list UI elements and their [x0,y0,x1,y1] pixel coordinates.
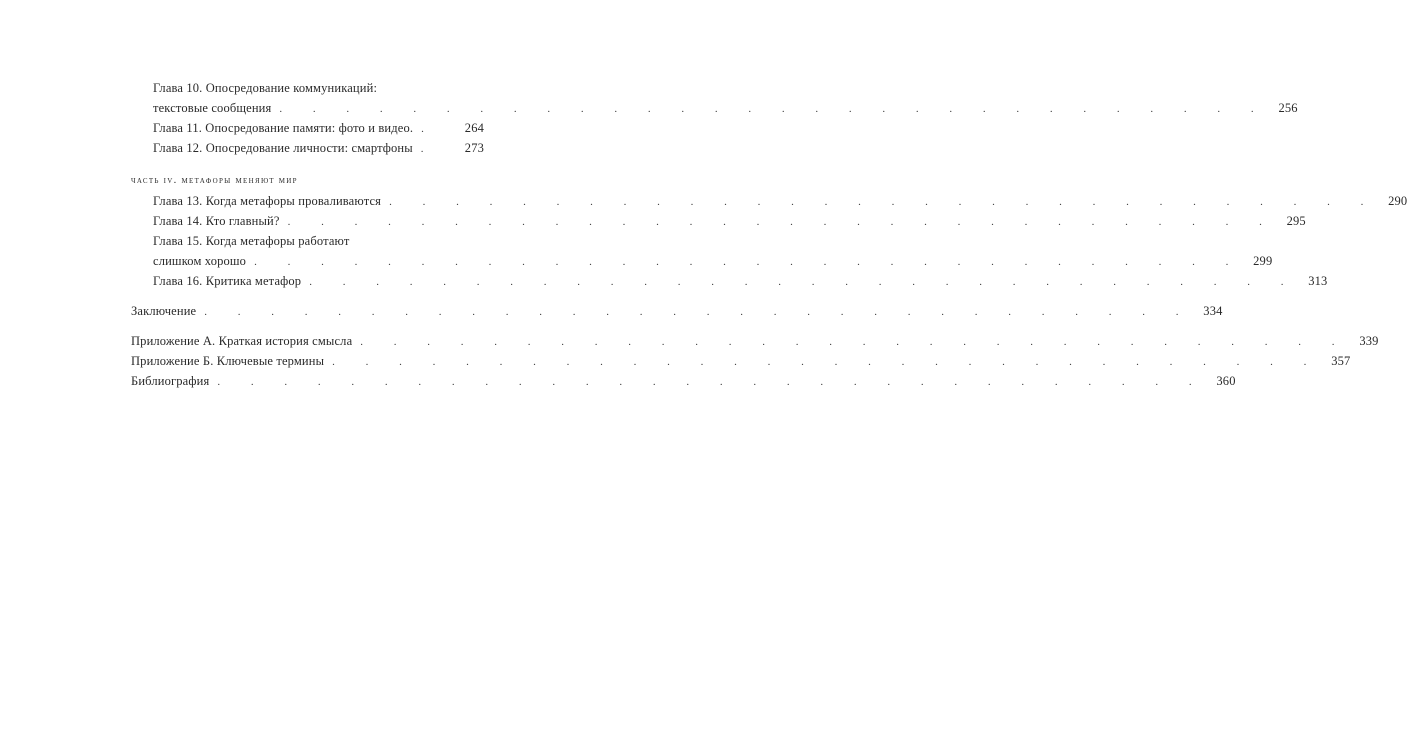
toc-entry-chapter-10-line-2[interactable] [131,98,1298,118]
toc-entry-label: Библиография [131,374,210,388]
toc-entry-label: Приложение Б. Ключевые термины [131,354,325,368]
toc-entry-label: Глава 12. Опосредование личности: смартфоны [153,141,413,155]
dot-leader: . . . . . . . . . . . . . . . . . . . . . . . . . . . . . . [389,196,1378,208]
toc-page-number: 264 [464,121,484,135]
toc-entry-chapter-10-line-1[interactable] [131,78,484,98]
dot-leader: . [420,143,438,155]
toc-entry-label: Глава 16. Критика метафор [153,274,302,288]
toc-entry-label: Заключение [131,304,197,318]
toc-entry-bibliography[interactable] [131,371,1236,391]
dot-leader: . . . . . . . . . . . . . . . . . . . . . . . . . . . . . . [287,216,1276,228]
toc-entry-chapter-13[interactable] [131,191,1407,211]
toc-entry-chapter-12[interactable] [131,138,484,158]
toc-entry-chapter-11[interactable] [131,118,484,138]
toc-entry-appendix-a[interactable] [131,331,1379,351]
toc-entry-chapter-15-line-2[interactable] [131,251,1273,271]
toc-page-number: 295 [1286,214,1306,228]
toc-entry-label: Глава 11. Опосредование памяти: фото и видео. [153,121,414,135]
toc-entry-label: Глава 10. Опосредование коммуникаций: [153,81,378,95]
dot-leader: . [421,123,438,135]
toc-entry-chapter-16[interactable] [131,271,1328,291]
section-gap [131,291,484,301]
dot-leader: . . . . . . . . . . . . . . . . . . . . . . . . . . . . . . [254,256,1243,268]
dot-leader: . . . . . . . . . . . . . . . . . . . . . . . . . . . . . . [332,356,1321,368]
dot-leader: . . . . . . . . . . . . . . . . . . . . . . . . . . . . . . [360,336,1349,348]
dot-leader: . . . . . . . . . . . . . . . . . . . . . . . . . . . . . . [279,103,1268,115]
dot-leader: . . . . . . . . . . . . . . . . . . . . . . . . . . . . . . [217,376,1206,388]
toc-entry-label: Глава 14. Кто главный? [153,214,280,228]
table-of-contents [131,78,1407,391]
toc-entry-label: слишком хорошо [153,254,247,268]
toc-page-number: 334 [1203,304,1223,318]
toc-entry-label: Приложение А. Краткая история смысла [131,334,353,348]
toc-page-number: 339 [1359,334,1379,348]
section-gap [131,321,484,331]
toc-page-number: 357 [1331,354,1351,368]
toc-page-number: 360 [1216,374,1236,388]
toc-entry-chapter-15-line-1[interactable] [131,231,484,251]
toc-entry-label: Глава 15. Когда метафоры работают [153,234,350,248]
toc-page-number: 273 [464,141,484,155]
toc-entry-label: текстовые сообщения [153,101,272,115]
toc-entry-chapter-14[interactable] [131,211,1306,231]
toc-page-number: 299 [1253,254,1273,268]
dot-leader: . . . . . . . . . . . . . . . . . . . . . . . . . . . . . . [204,306,1193,318]
toc-entry-conclusion[interactable] [131,301,1223,321]
toc-entry-appendix-b[interactable] [131,351,1351,371]
toc-page-number: 256 [1278,101,1298,115]
toc-entry-label: Глава 13. Когда метафоры проваливаются [153,194,382,208]
toc-part-heading[interactable]: часть iv. метафоры меняют мир [131,175,298,186]
toc-page-number: 290 [1388,194,1407,208]
dot-leader: . . . . . . . . . . . . . . . . . . . . . . . . . . . . . . [309,276,1298,288]
toc-page-number: 313 [1308,274,1328,288]
